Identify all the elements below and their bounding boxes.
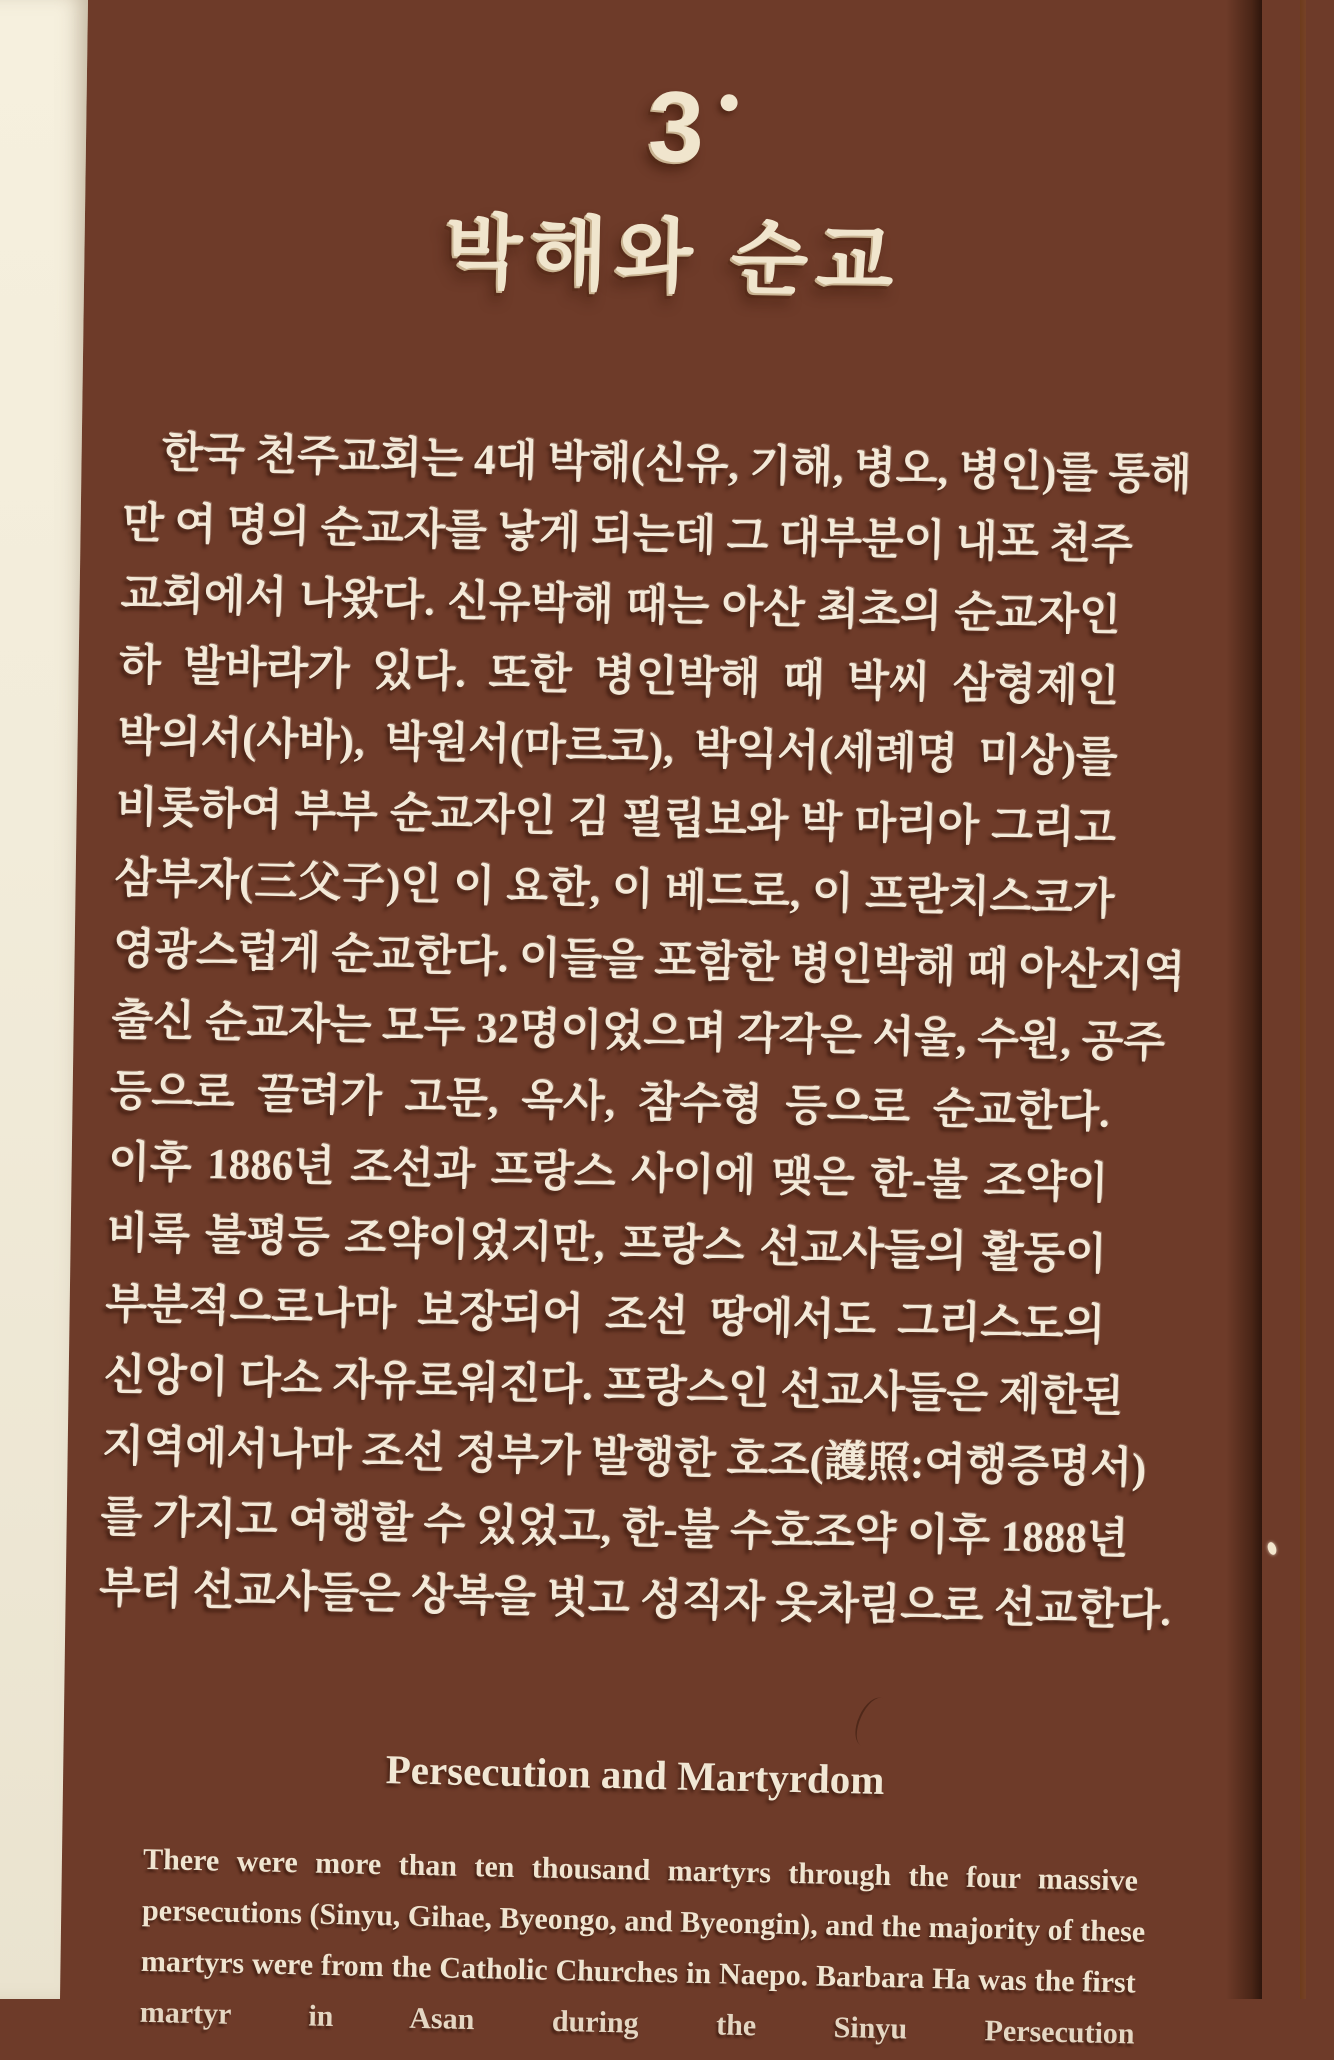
korean-line-6: 비롯하여 부부 순교자인 김 필립보와 박 마리아 그리고 bbox=[115, 784, 1117, 853]
korean-line-14: 신앙이 다소 자유로워진다. 프랑스인 선교사들은 제한된 bbox=[103, 1351, 1124, 1422]
english-body bbox=[139, 1834, 1146, 2060]
korean-line-13: 부분적으로나마 보장되어 조선 땅에서도 그리스도의 bbox=[104, 1280, 1106, 1350]
english-line-3: martyrs were from the Catholic Churches in Naepo. Barbara Ha was the first bbox=[140, 1944, 1137, 2000]
panel-title-korean: 박해와 순교 bbox=[443, 207, 903, 306]
korean-line-16: 를 가지고 여행할 수 있었고, 한-불 수호조약 이후 1888년 bbox=[100, 1493, 1129, 1564]
korean-line-12: 비록 불평등 조약이었지만, 프랑스 선교사들의 활동이 bbox=[106, 1209, 1108, 1279]
english-heading: Persecution and Martyrdom bbox=[385, 1746, 885, 1803]
korean-line-8: 영광스럽게 순교한다. 이들을 포함한 병인박해 때 아산지역 bbox=[112, 925, 1186, 997]
english-line-4-clipped: martyr in Asan during the Sinyu Persecution bbox=[139, 1995, 1135, 2051]
section-number: 3 bbox=[647, 70, 706, 184]
english-line-1: There were more than ten thousand martyrs through the four massive bbox=[142, 1842, 1139, 1898]
korean-line-10: 등으로 끌려가 고문, 옥사, 참수형 등으로 순교한다. bbox=[109, 1067, 1111, 1137]
panel-content bbox=[90, 0, 1193, 2051]
korean-line-9: 출신 순교자는 모두 32명이었으며 각각은 서울, 수원, 공주 bbox=[110, 996, 1166, 1067]
korean-line-4: 하 발바라가 있다. 또한 병인박해 때 박씨 삼형제인 bbox=[118, 642, 1120, 711]
korean-line-17: 부터 선교사들은 상복을 벗고 성직자 옷차림으로 선교한다. bbox=[98, 1564, 1172, 1636]
wood-grain-line bbox=[1300, 0, 1306, 1999]
korean-line-7: 삼부자(三父子)인 이 요한, 이 베드로, 이 프란치스코가 bbox=[114, 854, 1115, 924]
english-line-2: persecutions (Sinyu, Gihae, Byeongo, and Byeongin), and the majority of these bbox=[141, 1893, 1146, 1949]
korean-line-1: 한국 천주교회는 4대 박해(신유, 기해, 병오, 병인)를 통해 bbox=[161, 429, 1193, 500]
korean-line-15: 지역에서나마 조선 정부가 발행한 호조(護照:여행증명서) bbox=[101, 1422, 1147, 1493]
korean-body bbox=[98, 417, 1193, 1646]
korean-line-2: 만 여 명의 순교자를 낳게 되는데 그 대부분이 내포 천주 bbox=[121, 500, 1134, 570]
korean-line-3: 교회에서 나왔다. 신유박해 때는 아산 최초의 순교자인 bbox=[120, 571, 1122, 640]
korean-line-11: 이후 1886년 조선과 프랑스 사이에 맺은 한-불 조약이 bbox=[107, 1138, 1109, 1208]
korean-line-5: 박의서(사바), 박원서(마르코), 박익서(세례명 미상)를 bbox=[117, 713, 1118, 782]
